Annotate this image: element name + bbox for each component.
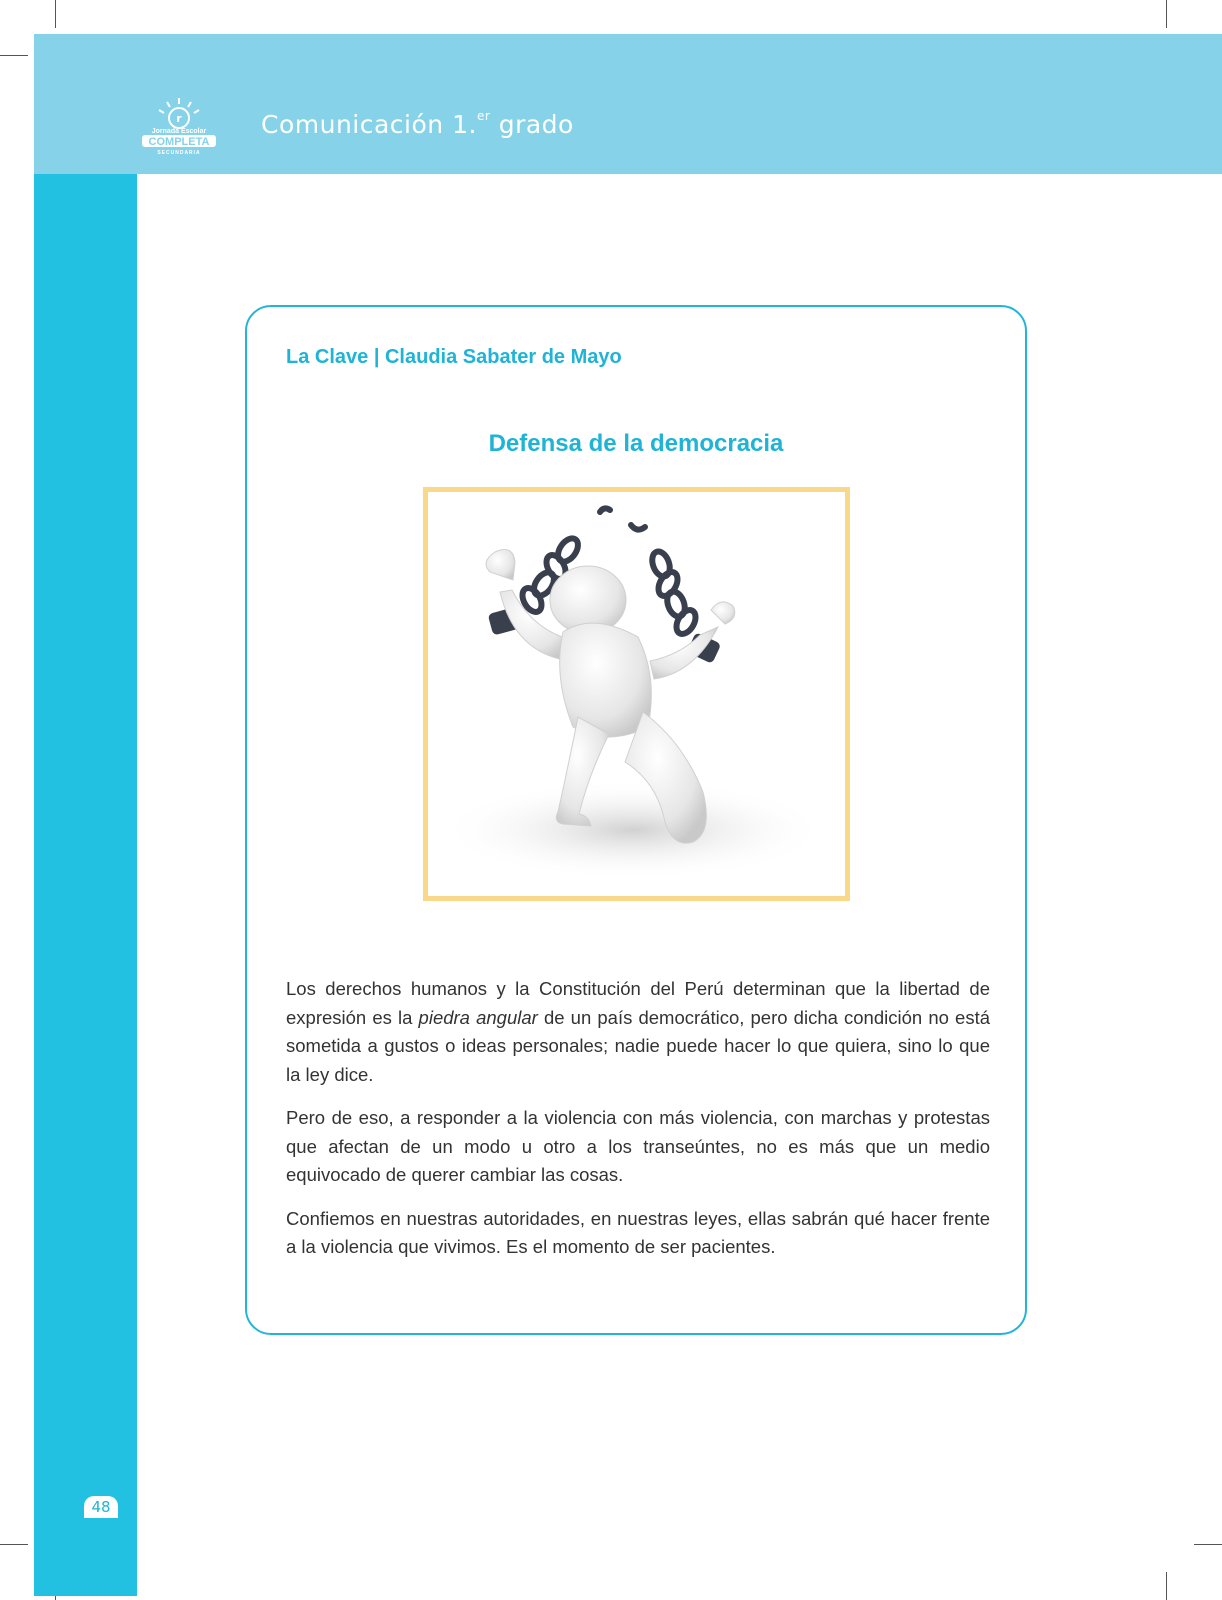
- paragraph-1-end: de un país democrático, pero dicha condición no está sometida a gustos o ideas personales; nadie puede hacer lo que quiera, sino lo que la ley dice.: [286, 1006, 990, 1085]
- article-body: [286, 975, 990, 1277]
- svg-text:r: r: [176, 112, 182, 125]
- sidebar-band: [34, 174, 137, 1596]
- title-tail: grado: [490, 110, 574, 139]
- crop-mark: [0, 1544, 28, 1545]
- crop-mark: [1166, 1572, 1167, 1600]
- title-main: Comunicación 1.: [261, 110, 477, 139]
- figure-breaking-chains-illustration: [428, 492, 845, 896]
- page-number: 48: [84, 1496, 118, 1518]
- paragraph-1-emphasis: piedra angular: [418, 1006, 538, 1028]
- logo-line2: COMPLETA: [148, 136, 210, 148]
- logo-line1: Jornada Escolar: [151, 128, 207, 135]
- article-title: Defensa de la democracia: [488, 430, 784, 457]
- crop-mark: [1166, 0, 1167, 28]
- page-title: [261, 110, 574, 139]
- crop-mark: [0, 55, 28, 56]
- crop-mark: [1194, 1544, 1222, 1545]
- crop-mark: [55, 0, 56, 28]
- title-superscript: er: [476, 108, 491, 123]
- paragraph-3: Confiemos en nuestras autoridades, en nuestras leyes, ellas sabrán qué hacer frente a la violencia que vivimos. Es el momento de ser pacientes.: [286, 1207, 990, 1257]
- paragraph-1: [286, 975, 990, 1089]
- article-byline: La Clave | Claudia Sabater de Mayo: [286, 346, 622, 368]
- article-image: [423, 487, 850, 901]
- paragraph-2: Pero de eso, a responder a la violencia con más violencia, con marchas y protestas que afectan de un modo u otro a los transeúntes, no es más que un medio equivocado de querer cambiar las cosas.: [286, 1107, 990, 1185]
- logo-line3: SECUNDARIA: [157, 150, 201, 156]
- paragraph-1-start: Los derechos humanos y la Constitución del Perú determinan que la libertad de expresión es la: [286, 978, 990, 1028]
- jornada-logo: [138, 96, 220, 156]
